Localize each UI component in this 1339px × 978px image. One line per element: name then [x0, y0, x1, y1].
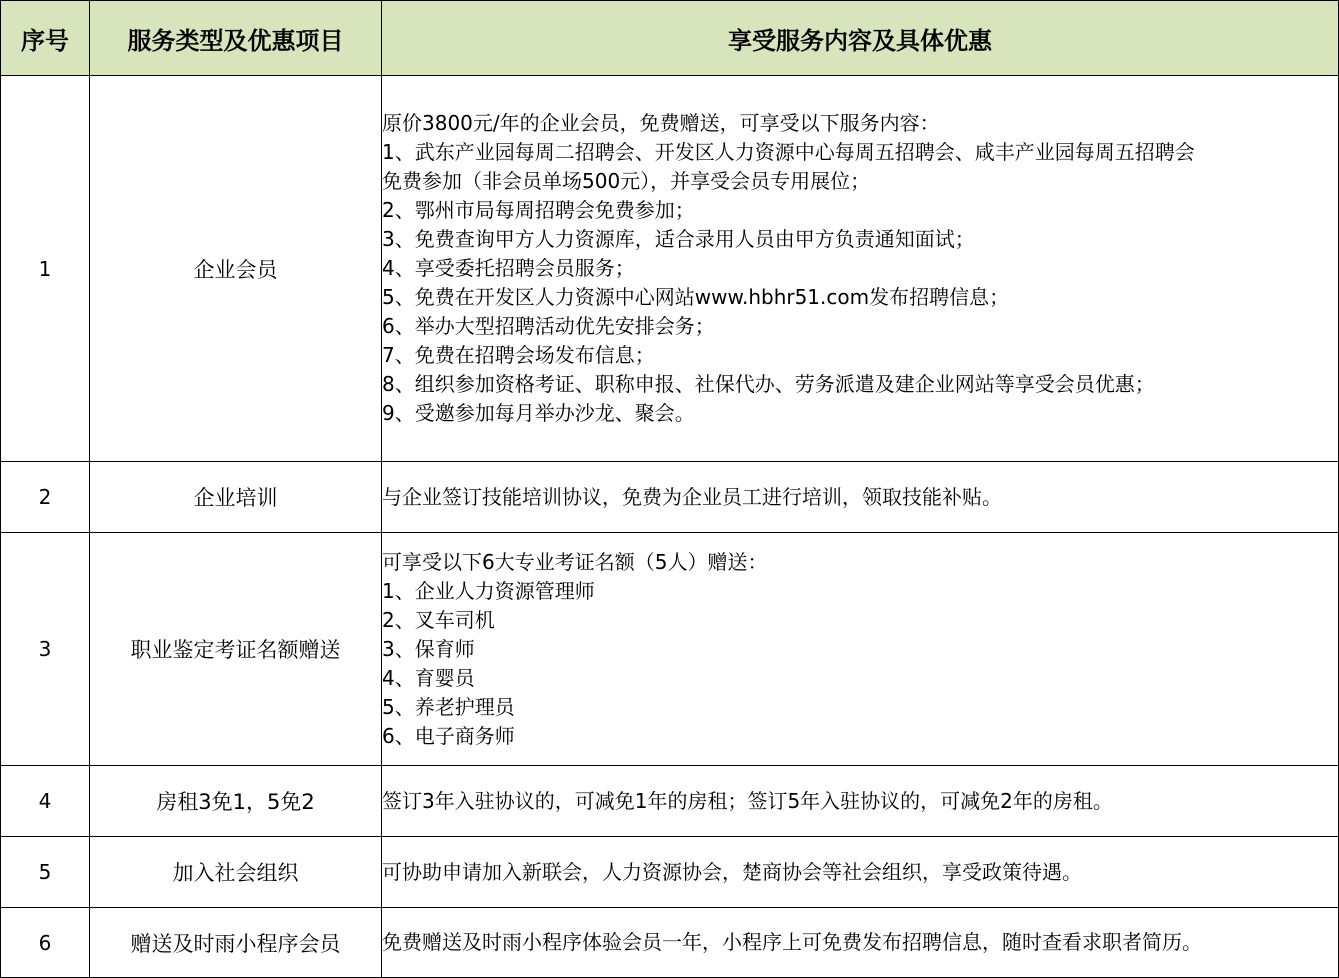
row-index: 5 [1, 837, 90, 908]
row-index: 2 [1, 462, 90, 533]
header-service-content: 享受服务内容及具体优惠 [382, 1, 1339, 76]
header-index: 序号 [1, 1, 90, 76]
content-line: 4、育婴员 [382, 665, 475, 690]
row-service-type: 加入社会组织 [90, 837, 382, 908]
row-index: 4 [1, 766, 90, 837]
content-line: 2、鄂州市局每周招聘会免费参加； [382, 198, 695, 222]
content-line: 5、免费在开发区人力资源中心网站www.hbhr51.com发布招聘信息； [382, 285, 1010, 309]
content-line: 1、武东产业园每周二招聘会、开发区人力资源中心每周五招聘会、咸丰产业园每周五招聘会 [382, 140, 1195, 164]
row-service-type: 企业培训 [90, 462, 382, 533]
table-row [1, 462, 1339, 533]
content-line: 与企业签订技能培训协议，免费为企业员工进行培训，领取技能补贴。 [382, 484, 1002, 509]
row-service-type: 企业会员 [90, 76, 382, 462]
row-service-type: 房租3免1，5免2 [90, 766, 382, 837]
row-service-type: 职业鉴定考证名额赠送 [90, 533, 382, 766]
row-index: 6 [1, 908, 90, 978]
content-line: 可享受以下6大专业考证名额（5人）赠送： [382, 549, 768, 574]
content-line: 9、受邀参加每月举办沙龙、聚会。 [382, 401, 695, 425]
content-line: 3、免费查询甲方人力资源库，适合录用人员由甲方负责通知面试； [382, 227, 975, 251]
table-row [1, 766, 1339, 837]
row-service-content [382, 837, 1339, 908]
table-row [1, 76, 1339, 462]
header-service-type: 服务类型及优惠项目 [90, 1, 382, 76]
content-line: 3、保育师 [382, 636, 475, 661]
content-line: 免费赠送及时雨小程序体验会员一年，小程序上可免费发布招聘信息，随时查看求职者简历。 [382, 930, 1202, 954]
row-service-content [382, 766, 1339, 837]
row-service-content [382, 462, 1339, 533]
content-line: 5、养老护理员 [382, 694, 515, 719]
row-service-content [382, 76, 1339, 462]
content-line: 免费参加（非会员单场500元），并享受会员专用展位； [382, 169, 871, 193]
content-line: 4、享受委托招聘会员服务； [382, 256, 635, 280]
content-line: 6、电子商务师 [382, 723, 515, 748]
content-line: 1、企业人力资源管理师 [382, 578, 595, 603]
content-line: 6、举办大型招聘活动优先安排会务； [382, 314, 715, 338]
table-row [1, 908, 1339, 978]
content-line: 原价3800元/年的企业会员，免费赠送，可享受以下服务内容： [382, 111, 940, 135]
content-line: 8、组织参加资格考证、职称申报、社保代办、劳务派遣及建企业网站等享受会员优惠； [382, 372, 1155, 396]
table-row [1, 837, 1339, 908]
row-service-type: 赠送及时雨小程序会员 [90, 908, 382, 978]
content-line: 签订3年入驻协议的，可减免1年的房租；签订5年入驻协议的，可减免2年的房租。 [382, 788, 1113, 813]
row-service-content [382, 908, 1339, 978]
content-line: 7、免费在招聘会场发布信息； [382, 343, 655, 367]
header-row [1, 1, 1339, 76]
content-line: 2、叉车司机 [382, 607, 495, 632]
table-row [1, 533, 1339, 766]
row-index: 3 [1, 533, 90, 766]
row-index: 1 [1, 76, 90, 462]
content-line: 可协助申请加入新联会，人力资源协会，楚商协会等社会组织，享受政策待遇。 [382, 859, 1082, 884]
row-service-content [382, 533, 1339, 766]
